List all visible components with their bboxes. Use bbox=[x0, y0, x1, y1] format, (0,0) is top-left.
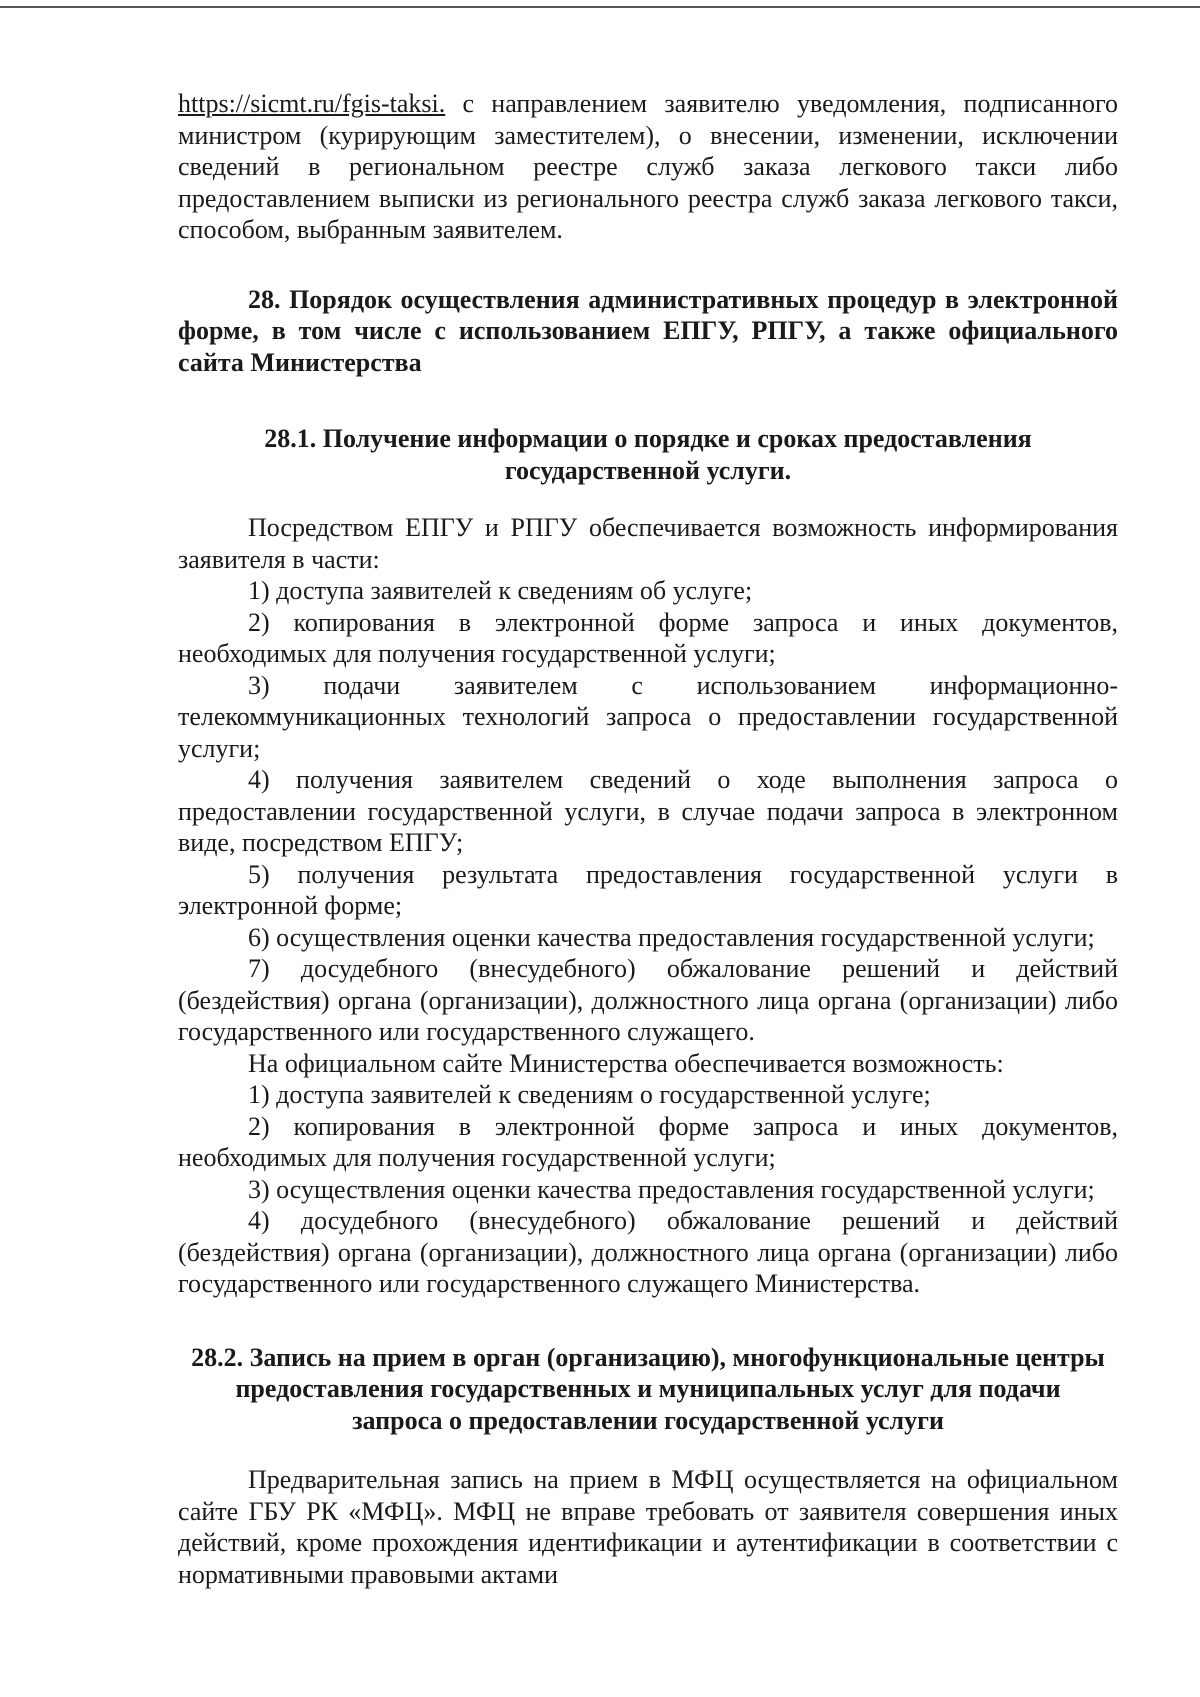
section-28-heading: 28. Порядок осуществления административных процедур в электронной форме, в том числе с использованием ЕПГУ, РПГУ, а также официального сайта Министерства bbox=[178, 284, 1118, 377]
section-28-1-lead-2: На официальном сайте Министерства обеспечивается возможность: bbox=[248, 1048, 1004, 1078]
fgis-taksi-link[interactable]: https://sicmt.ru/fgis-taksi. bbox=[178, 89, 446, 118]
section-28-1-lead: Посредством ЕПГУ и РПГУ обеспечивается возможность информирования заявителя в части: bbox=[178, 513, 1118, 574]
list-item: 3) осуществления оценки качества предоставления государственной услуги; bbox=[248, 1174, 1095, 1204]
list-item: 1) доступа заявителей к сведениям о государственной услуге; bbox=[248, 1080, 931, 1109]
document-page bbox=[178, 88, 1118, 1590]
list-item: 3) подачи заявителем с использованием информационно-телекоммуникационных технологий запроса о предоставлении государственной услуги; bbox=[178, 670, 1118, 763]
list-item: 2) копирования в электронной форме запроса и иных документов, необходимых для получения государственной услуги; bbox=[178, 1111, 1118, 1172]
section-28-2-body: Предварительная запись на прием в МФЦ осуществляется на официальном сайте ГБУ РК «МФЦ». МФЦ не вправе требовать от заявителя совершения иных действий, кроме прохождения идентификации и аутентификации в соответствии с нормативными правовыми актами bbox=[178, 1465, 1118, 1589]
list-item: 4) досудебного (внесудебного) обжалование решений и действий (бездействия) органа (организации), должностного лица органа (организации) либо государственного или государственного служащего Министерства. bbox=[178, 1206, 1118, 1298]
intro-paragraph bbox=[178, 88, 1118, 246]
list-item: 5) получения результата предоставления государственной услуги в электронной форме; bbox=[178, 859, 1118, 920]
list-item: 4) получения заявителем сведений о ходе выполнения запроса о предоставлении государственной услуги, в случае подачи запроса в электронном виде, посредством ЕПГУ; bbox=[178, 765, 1118, 857]
page-top-rule bbox=[0, 6, 1200, 8]
list-item: 1) доступа заявителей к сведениям об услуге; bbox=[248, 576, 753, 605]
list-item: 2) копирования в электронной форме запроса и иных документов, необходимых для получения государственной услуги; bbox=[178, 607, 1118, 668]
section-28-1-heading: 28.1. Получение информации о порядке и сроках предоставления государственной услуги. bbox=[264, 424, 1032, 485]
intro-text: с направлением заявителю уведомления, подписанного министром (курирующим заместителем), о внесении, изменении, исключении сведений в региональном реестре служб заказа легкового такси либо предоставлением выписки из регионального реестра служб заказа легкового такси, способом, выбранным заявителем. bbox=[178, 89, 1118, 244]
list-item: 7) досудебного (внесудебного) обжалование решений и действий (бездействия) органа (организации), должностного лица органа (организации) либо государственного или государственного служащего. bbox=[178, 954, 1118, 1046]
section-28-2-heading: 28.2. Запись на прием в орган (организацию), многофункциональные центры предоставления государственных и муниципальных услуг для подачи запроса о предоставлении государственной услуги bbox=[191, 1342, 1105, 1435]
list-item: 6) осуществления оценки качества предоставления государственной услуги; bbox=[248, 922, 1095, 952]
